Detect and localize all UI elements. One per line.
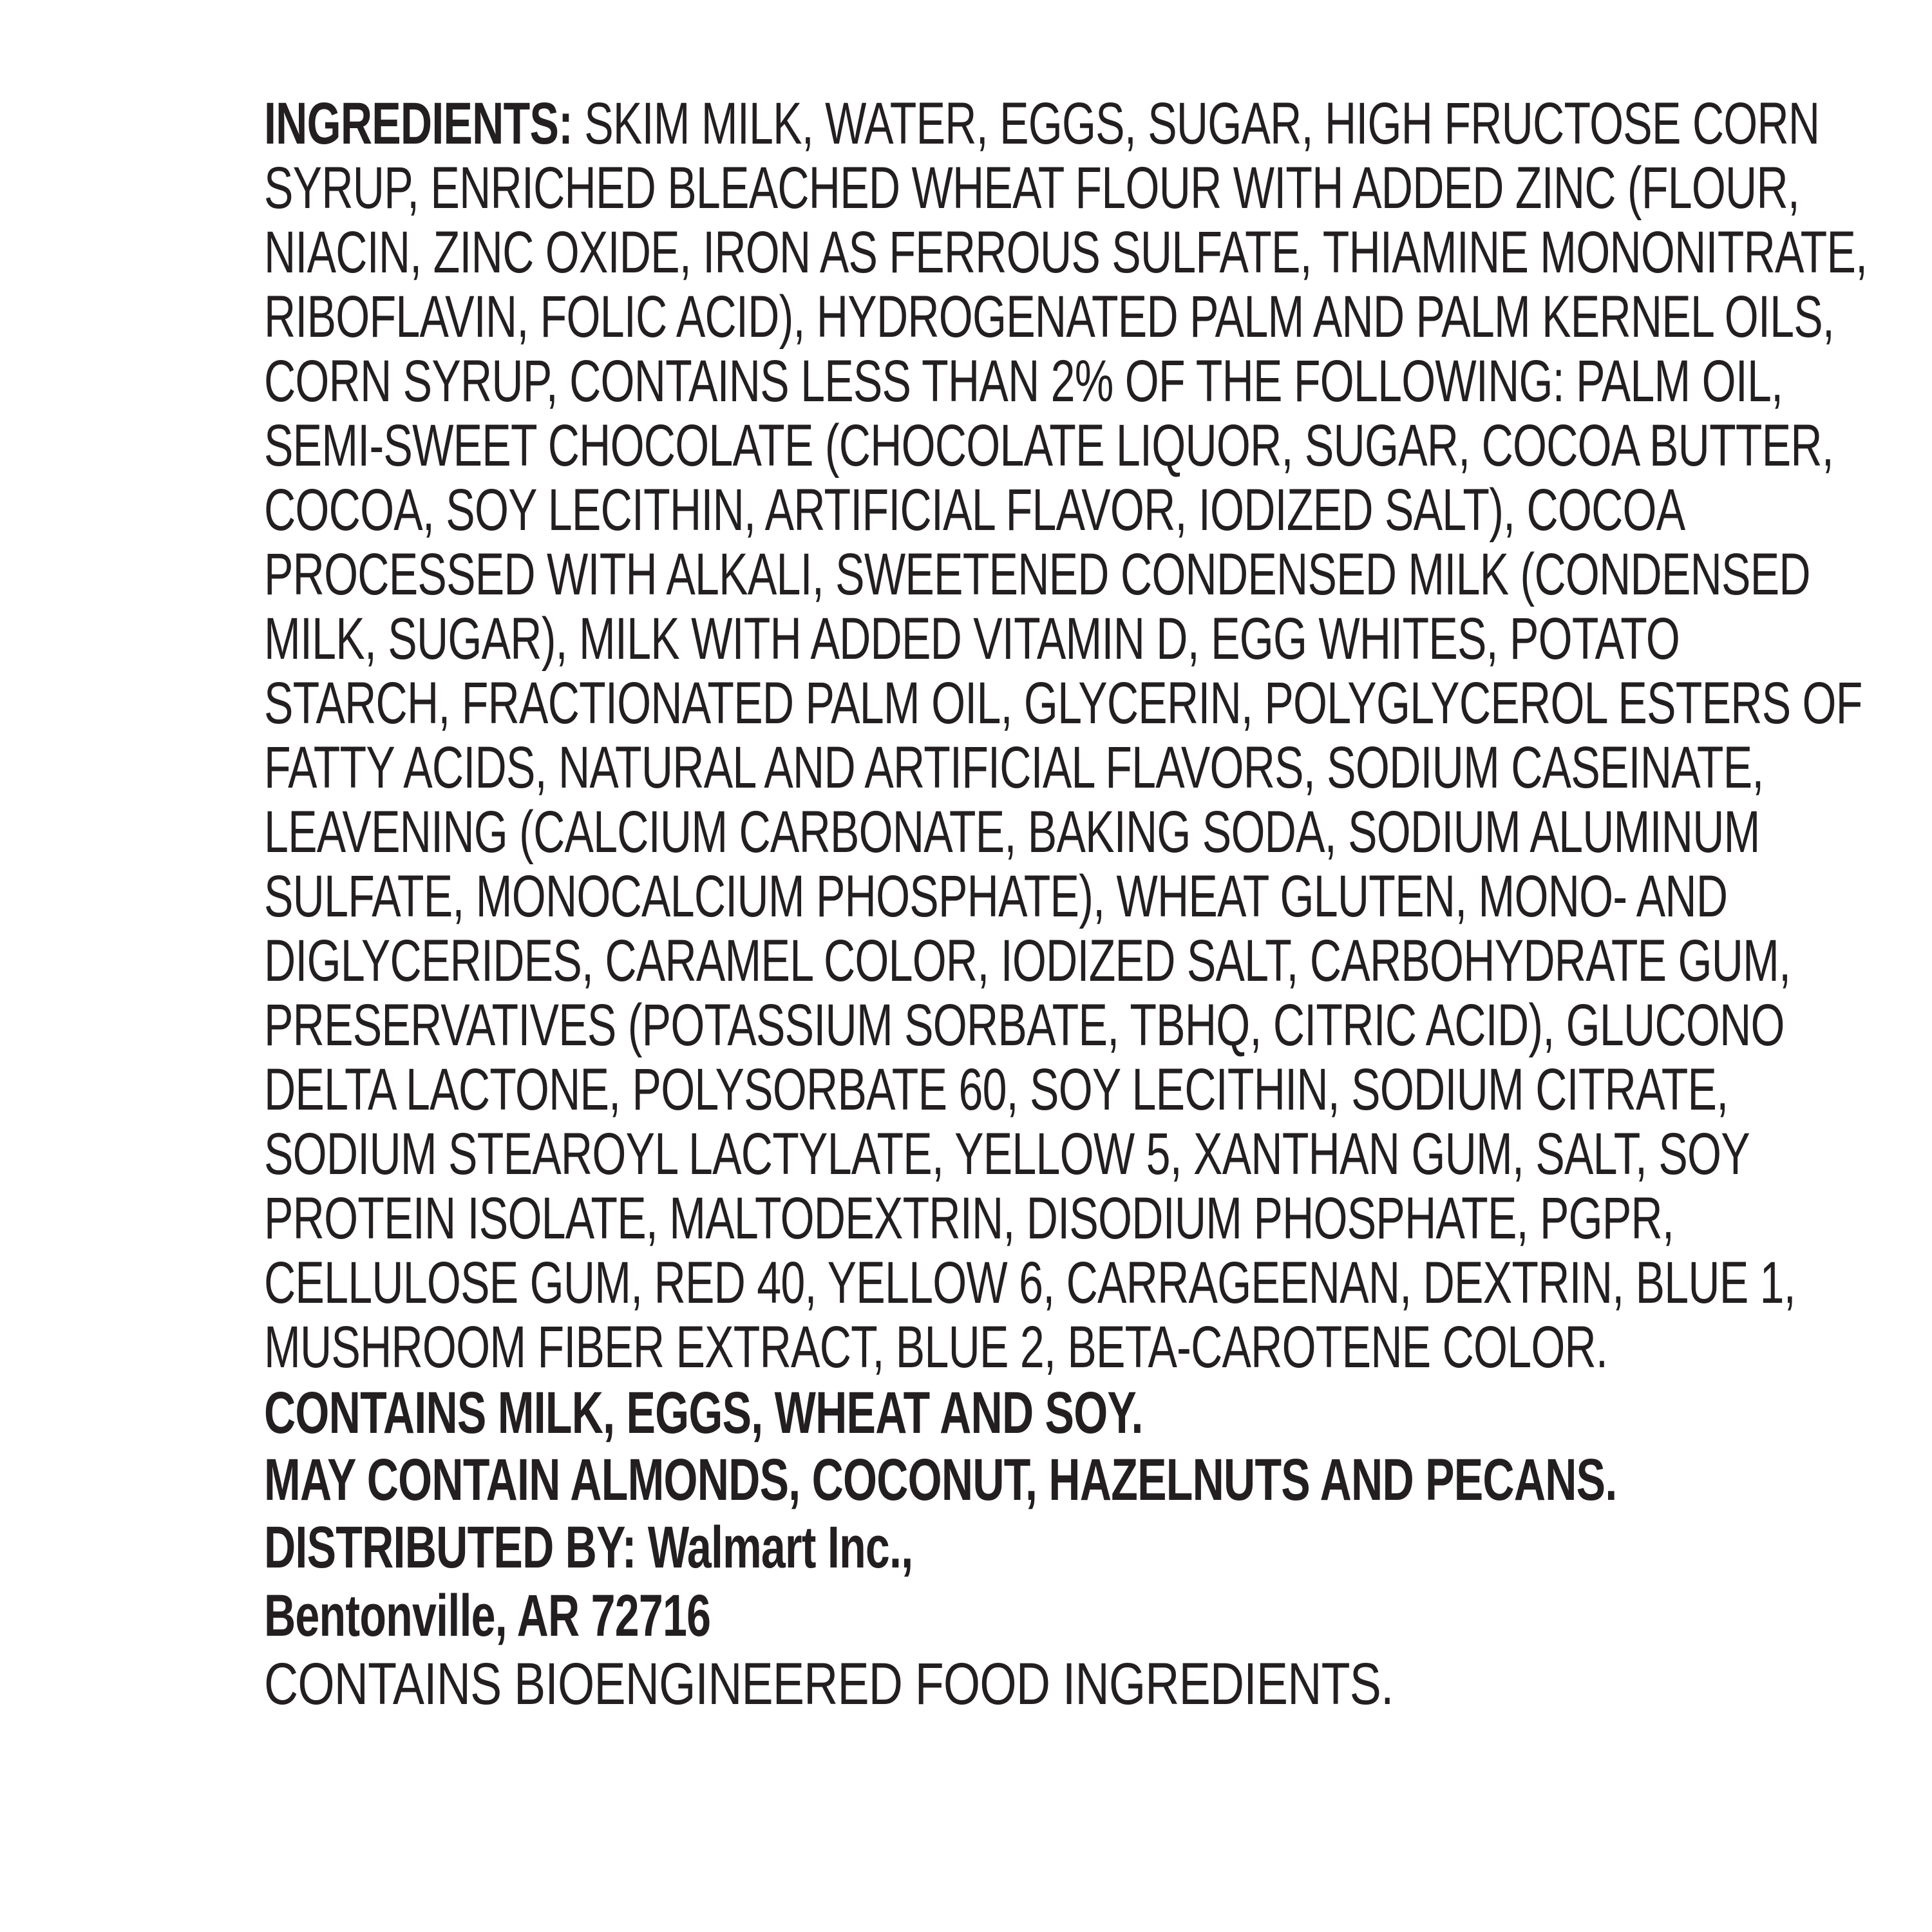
ingredients-line xyxy=(264,607,1913,671)
ingredients-line xyxy=(264,1122,1913,1186)
ingredients-text: NIACIN, ZINC OXIDE, IRON AS FERROUS SULFATE, THIAMINE MONONITRATE, xyxy=(264,220,1868,285)
distributor-address: Bentonville, AR 72716 xyxy=(264,1583,711,1649)
ingredients-line xyxy=(264,864,1913,929)
ingredients-text: FATTY ACIDS, NATURAL AND ARTIFICIAL FLAVORS, SODIUM CASEINATE, xyxy=(264,735,1764,800)
ingredients-text: STARCH, FRACTIONATED PALM OIL, GLYCERIN, POLYGLYCEROL ESTERS OF xyxy=(264,670,1862,736)
ingredients-text: CORN SYRUP, CONTAINS LESS THAN 2% OF THE FOLLOWING: PALM OIL, xyxy=(264,348,1783,414)
ingredients-line xyxy=(264,671,1913,735)
ingredients-line xyxy=(264,349,1913,413)
ingredients-text: LEAVENING (CALCIUM CARBONATE, BAKING SODA, SODIUM ALUMINUM xyxy=(264,799,1760,865)
ingredients-line xyxy=(264,413,1913,478)
allergen-contains xyxy=(264,1379,1913,1446)
ingredients-line xyxy=(264,929,1913,993)
ingredients-line xyxy=(264,220,1913,285)
allergen-may-contain-text: MAY CONTAIN ALMONDS, COCONUT, HAZELNUTS AND PECANS. xyxy=(264,1447,1617,1513)
ingredients-text: SODIUM STEAROYL LACTYLATE, YELLOW 5, XANTHAN GUM, SALT, SOY xyxy=(264,1121,1750,1187)
ingredients-line xyxy=(264,993,1913,1057)
ingredients-text: SKIM MILK, WATER, EGGS, SUGAR, HIGH FRUCTOSE CORN xyxy=(573,91,1820,156)
ingredients-heading: INGREDIENTS: xyxy=(264,91,573,156)
ingredients-text: DIGLYCERIDES, CARAMEL COLOR, IODIZED SALT, CARBOHYDRATE GUM, xyxy=(264,928,1791,994)
ingredients-text: SEMI-SWEET CHOCOLATE (CHOCOLATE LIQUOR, SUGAR, COCOA BUTTER, xyxy=(264,413,1834,478)
ingredients-line xyxy=(264,478,1913,542)
ingredients-text: RIBOFLAVIN, FOLIC ACID), HYDROGENATED PALM AND PALM KERNEL OILS, xyxy=(264,284,1835,350)
ingredients-text: DELTA LACTONE, POLYSORBATE 60, SOY LECITHIN, SODIUM CITRATE, xyxy=(264,1057,1728,1122)
ingredients-line xyxy=(264,91,1913,156)
distributor-line-1 xyxy=(264,1513,1913,1582)
ingredients-text: PROCESSED WITH ALKALI, SWEETENED CONDENSED MILK (CONDENSED xyxy=(264,542,1810,607)
ingredients-text: COCOA, SOY LECITHIN, ARTIFICIAL FLAVOR, IODIZED SALT), COCOA xyxy=(264,477,1685,543)
ingredients-line xyxy=(264,1315,1913,1379)
ingredients-line xyxy=(264,1186,1913,1251)
ingredients-line xyxy=(264,1057,1913,1122)
ingredients-line xyxy=(264,156,1913,220)
bioengineered-text: CONTAINS BIOENGINEERED FOOD INGREDIENTS. xyxy=(264,1651,1394,1717)
ingredients-text: MILK, SUGAR), MILK WITH ADDED VITAMIN D, EGG WHITES, POTATO xyxy=(264,606,1680,672)
ingredients-text: PROTEIN ISOLATE, MALTODEXTRIN, DISODIUM PHOSPHATE, PGPR, xyxy=(264,1186,1674,1251)
ingredients-text: SULFATE, MONOCALCIUM PHOSPHATE), WHEAT GLUTEN, MONO- AND xyxy=(264,864,1728,929)
ingredients-line xyxy=(264,800,1913,864)
ingredients-line xyxy=(264,735,1913,800)
ingredients-line xyxy=(264,542,1913,607)
ingredients-block xyxy=(264,91,1913,1379)
ingredients-text: CELLULOSE GUM, RED 40, YELLOW 6, CARRAGEENAN, DEXTRIN, BLUE 1, xyxy=(264,1250,1795,1316)
distributor-name: DISTRIBUTED BY: Walmart Inc., xyxy=(264,1515,913,1580)
ingredient-label xyxy=(264,91,1913,1718)
allergen-contains-text: CONTAINS MILK, EGGS, WHEAT AND SOY. xyxy=(264,1380,1143,1446)
ingredients-text: SYRUP, ENRICHED BLEACHED WHEAT FLOUR WITH ADDED ZINC (FLOUR, xyxy=(264,155,1800,221)
ingredients-line xyxy=(264,1251,1913,1315)
allergen-may-contain xyxy=(264,1446,1913,1513)
bioengineered-statement xyxy=(264,1650,1913,1718)
ingredients-text: PRESERVATIVES (POTASSIUM SORBATE, TBHQ, CITRIC ACID), GLUCONO xyxy=(264,992,1785,1058)
ingredients-line xyxy=(264,285,1913,349)
distributor-line-2 xyxy=(264,1582,1913,1650)
ingredients-text: MUSHROOM FIBER EXTRACT, BLUE 2, BETA-CAROTENE COLOR. xyxy=(264,1314,1608,1380)
